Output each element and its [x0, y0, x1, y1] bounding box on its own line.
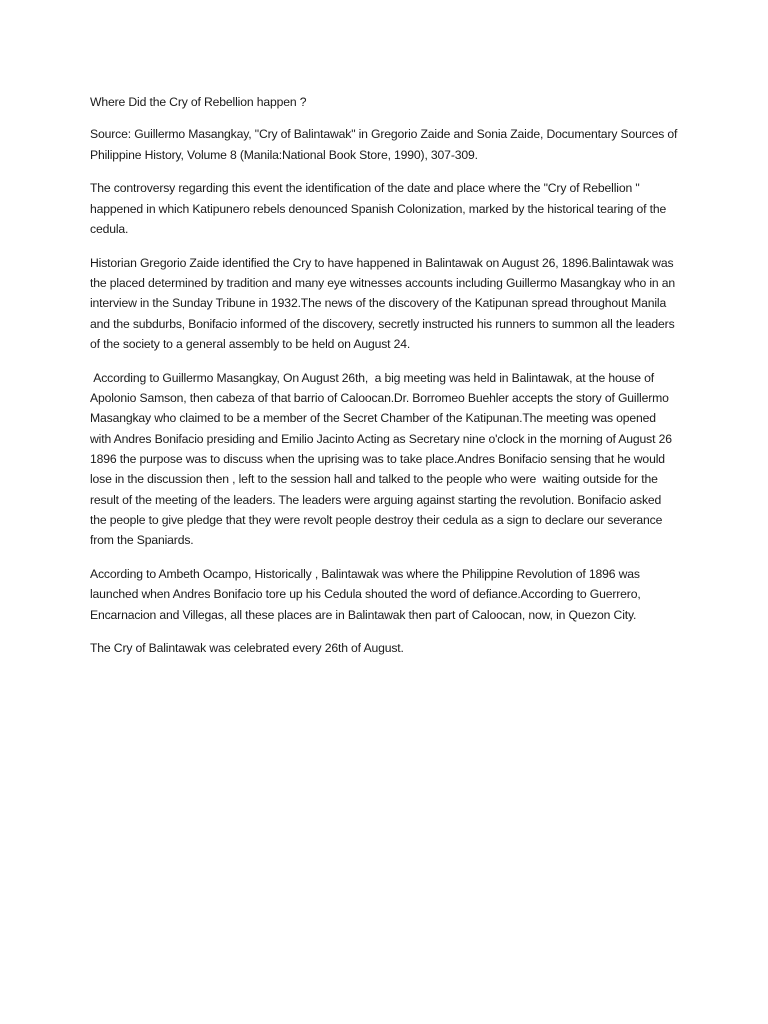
- source-citation: Source: Guillermo Masangkay, "Cry of Balintawak" in Gregorio Zaide and Sonia Zaide, Documentary Sources of Philippine History, Volume 8 (Manila:National Book Store, 1990), 307-309.: [90, 127, 681, 162]
- document-body: [90, 92, 680, 672]
- document-title: Where Did the Cry of Rebellion happen ?: [90, 95, 307, 109]
- paragraph-controversy: The controversy regarding this event the identification of the date and place where the "Cry of Rebellion " happened in which Katipunero rebels denounced Spanish Colonization, marked by the historical tearing of the cedula.: [90, 181, 670, 236]
- paragraph-celebration: The Cry of Balintawak was celebrated every 26th of August.: [90, 641, 404, 656]
- paragraph-zaide: Historian Gregorio Zaide identified the Cry to have happened in Balintawak on August 26, 1896.Balintawak was the placed determined by tradition and many eye witnesses accounts including Guillermo Masangkay who in an interview in the Sunday Tribune in 1932.The news of the discovery of the Katipunan spread throughout Manila and the subdurbs, Bonifacio informed of the discovery, secretly instructed his runners to summon all the leaders of the society to a general assembly to be held on August 24.: [90, 255, 679, 351]
- paragraph-masangkay: According to Guillermo Masangkay, On August 26th, a big meeting was held in Balintawak, at the house of Apolonio Samson, then cabeza of that barrio of Caloocan.Dr. Borromeo Buehler accepts the story of Guillermo Masangkay who claimed to be a member of the Secret Chamber of the Katipunan.The meeting was opened with Andres Bonifacio presiding and Emilio Jacinto Acting as Secretary nine o'clock in the morning of August 26 1896 the purpose was to discuss when the uprising was to take place.Andres Bonifacio sensing that he would lose in the discussion then , left to the session hall and talked to the people who were waiting outside for the result of the meeting of the leaders. The leaders were arguing against starting the revolution. Bonifacio asked the people to give pledge that they were revolt people destroy their cedula as a sign to declare our severance from the Spaniards.: [90, 370, 676, 548]
- paragraph-ocampo: According to Ambeth Ocampo, Historically , Balintawak was where the Philippine Revolution of 1896 was launched when Andres Bonifacio tore up his Cedula shouted the word of defiance.According to Guerrero, Encarnacion and Villegas, all these places are in Balintawak then part of Caloocan, now, in Quezon City.: [90, 566, 644, 622]
